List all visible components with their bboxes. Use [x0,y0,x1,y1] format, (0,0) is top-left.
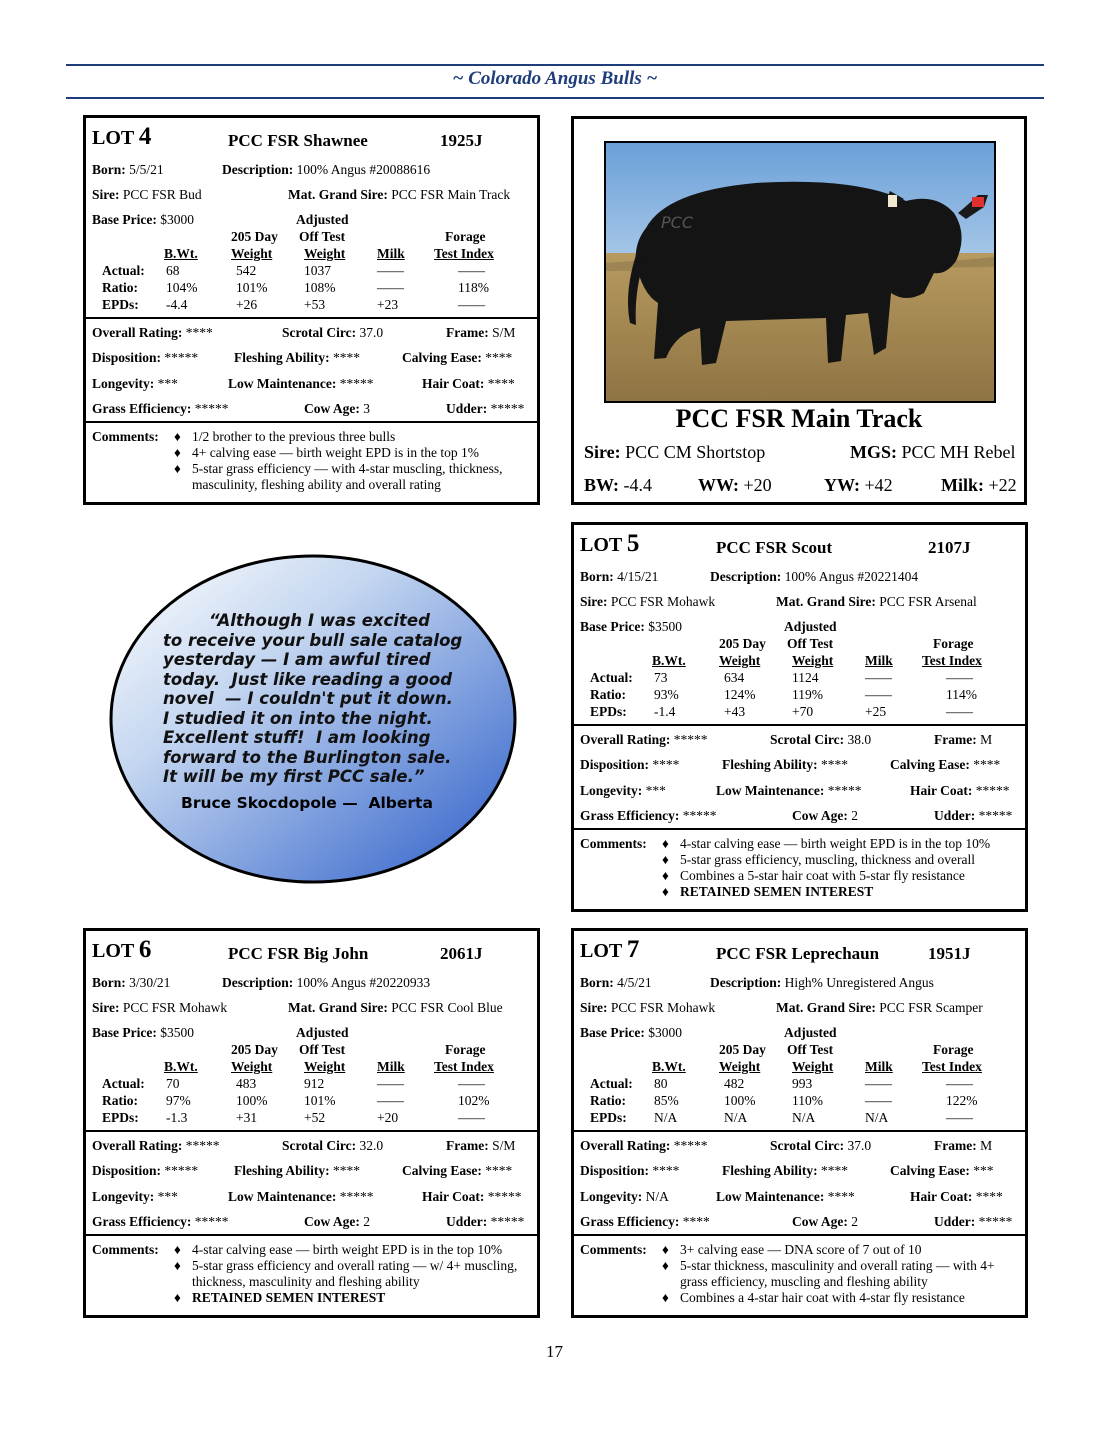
born-line: Born: 4/15/21 [580,569,659,584]
ratio-row-label: Ratio: [102,1093,138,1108]
comment-text: 4+ calving ease — birth weight EPD is in the top 1% [192,445,479,460]
ratio-cell: —— [377,1093,404,1108]
ratio-row-label: Ratio: [590,1093,626,1108]
col-weight: Weight [231,1059,273,1074]
sire-line: Sire: PCC FSR Mohawk [580,1000,716,1015]
actual-cell: 993 [792,1076,813,1091]
epds-cell: —— [458,1110,485,1125]
featured-mgs-line [850,442,1016,463]
epds-row-label: EPDs: [102,1110,139,1125]
comment-text: 5-star thickness, masculinity and overall rating — with 4+ grass efficiency, muscling and fleshing ability [680,1258,995,1289]
comments-list [662,1242,1019,1306]
description-line: Description: 100% Angus #20221404 [710,569,919,584]
mgs-line: Mat. Grand Sire: PCC FSR Cool Blue [288,1000,503,1015]
col-adjusted: Adjusted [784,619,837,634]
epds-cell: +26 [236,297,258,312]
col-milk: Milk [865,1059,893,1074]
lot-label: LOT 5 [580,530,640,557]
col-forage: Forage [445,1042,486,1057]
frame: Frame: M [934,1138,993,1153]
featured-sire-card [571,116,1027,505]
col-205day: 205 Day [231,229,278,244]
comment-item [662,1290,1019,1306]
epds-cell: +43 [724,704,746,719]
actual-cell: —— [458,1076,485,1091]
mgs-line: Mat. Grand Sire: PCC FSR Arsenal [776,594,977,609]
fleshing-ability: Fleshing Ability: **** [234,350,361,365]
grass-efficiency: Grass Efficiency: ***** [92,1214,229,1229]
epds-cell: +53 [304,297,326,312]
epds-cell: +25 [865,704,887,719]
milk-value: +22 [988,475,1017,495]
col-offtest: Off Test [787,636,834,651]
ratio-row-label: Ratio: [590,687,626,702]
col-weight-offtest: Weight [304,246,346,261]
actual-row-label: Actual: [102,263,145,278]
bullet-icon: ♦ [174,445,181,460]
actual-cell: 483 [236,1076,257,1091]
disposition: Disposition: ***** [92,350,199,365]
yw-value: +42 [864,475,893,495]
lot-bull-name: PCC FSR Shawnee [228,131,368,150]
epds-cell: +52 [304,1110,326,1125]
comment-text: RETAINED SEMEN INTEREST [192,1290,386,1305]
ratio-cell: 101% [304,1093,336,1108]
ratio-cell: 102% [458,1093,490,1108]
low-maintenance: Low Maintenance: **** [716,1189,855,1204]
ratio-cell: —— [865,1093,892,1108]
actual-cell: 1124 [792,670,819,685]
ratio-cell: —— [377,280,404,295]
ww-value: +20 [743,475,772,495]
epds-cell: —— [946,704,973,719]
comment-text: 5-star grass efficiency, muscling, thickness and overall [680,852,976,867]
actual-cell: —— [946,1076,973,1091]
lot-label: LOT 4 [92,123,152,150]
longevity: Longevity: *** [580,783,666,798]
scrotal-circ: Scrotal Circ: 37.0 [282,325,384,340]
comments-label: Comments: [580,836,647,851]
comment-text: 5-star grass efficiency and overall rating — w/ 4+ muscling, thickness, masculinity and fleshing ability [192,1258,518,1289]
comment-item [174,445,531,461]
sire-label: Sire: [584,442,621,462]
col-weight: Weight [231,246,273,261]
actual-row-label: Actual: [590,1076,633,1091]
col-forage: Forage [445,229,486,244]
lot-label: LOT 6 [92,936,152,963]
actual-cell: —— [458,263,485,278]
mgs-value: PCC MH Rebel [901,442,1016,462]
ratio-cell: 93% [654,687,679,702]
actual-cell: —— [865,670,892,685]
col-adjusted: Adjusted [296,1025,349,1040]
bullet-icon: ♦ [662,1258,669,1273]
comments-list [174,1242,531,1306]
epds-cell: -4.4 [166,297,188,312]
fleshing-ability: Fleshing Ability: **** [234,1163,361,1178]
col-test-index: Test Index [434,1059,494,1074]
actual-cell: 482 [724,1076,745,1091]
born-line: Born: 5/5/21 [92,162,164,177]
col-weight-offtest: Weight [304,1059,346,1074]
longevity: Longevity: *** [92,376,178,391]
grass-efficiency: Grass Efficiency: **** [580,1214,710,1229]
col-forage: Forage [933,636,974,651]
col-weight: Weight [719,1059,761,1074]
ratio-cell: 97% [166,1093,191,1108]
comment-item [662,868,1019,884]
bullet-icon: ♦ [174,429,181,444]
bullet-icon: ♦ [174,1242,181,1257]
featured-milk [941,475,1017,496]
low-maintenance: Low Maintenance: ***** [228,376,374,391]
calving-ease: Calving Ease: **** [402,350,513,365]
ratio-cell: 119% [792,687,823,702]
mgs-label: MGS: [850,442,897,462]
hair-coat: Hair Coat: **** [910,1189,1003,1204]
actual-cell: 68 [166,263,180,278]
comment-text: 1/2 brother to the previous three bulls [192,429,396,444]
actual-cell: —— [377,263,404,278]
lot-7-card [571,928,1028,1318]
col-test-index: Test Index [922,1059,982,1074]
frame: Frame: S/M [446,325,516,340]
lot-bull-name: PCC FSR Big John [228,944,369,963]
hair-coat: Hair Coat: ***** [422,1189,522,1204]
actual-cell: 542 [236,263,257,278]
lot-bull-name: PCC FSR Scout [716,538,833,557]
bullet-icon: ♦ [174,1290,181,1305]
overall-rating: Overall Rating: ***** [92,1138,220,1153]
actual-cell: —— [946,670,973,685]
bullet-icon: ♦ [662,868,669,883]
actual-cell: 70 [166,1076,180,1091]
actual-cell: 80 [654,1076,668,1091]
featured-sire-line [584,442,765,463]
col-205day: 205 Day [719,1042,766,1057]
actual-cell: —— [377,1076,404,1091]
col-test-index: Test Index [434,246,494,261]
epds-cell: +31 [236,1110,258,1125]
sire-line: Sire: PCC FSR Mohawk [580,594,716,609]
epds-cell: N/A [724,1110,748,1125]
overall-rating: Overall Rating: ***** [580,732,708,747]
col-bwt: B.Wt. [164,246,198,261]
col-bwt: B.Wt. [652,1059,686,1074]
ratio-cell: —— [865,687,892,702]
ratio-row-label: Ratio: [102,280,138,295]
cow-age: Cow Age: 2 [792,808,858,823]
ratio-cell: 101% [236,280,268,295]
bullet-icon: ♦ [174,461,181,476]
comment-text: 5-star grass efficiency — with 4-star muscling, thickness, masculinity, fleshing ability and overall rating [192,461,503,492]
bullet-icon: ♦ [662,884,669,899]
comment-item [174,1258,531,1290]
comment-item [662,852,1019,868]
header-top-rule [66,64,1044,66]
epds-row-label: EPDs: [102,297,139,312]
ratio-cell: 104% [166,280,198,295]
col-test-index: Test Index [922,653,982,668]
ratio-cell: 118% [458,280,489,295]
bullet-icon: ♦ [662,852,669,867]
epds-row-label: EPDs: [590,1110,627,1125]
sire-value: PCC CM Shortstop [625,442,766,462]
description-line: Description: 100% Angus #20088616 [222,162,431,177]
overall-rating: Overall Rating: **** [92,325,213,340]
low-maintenance: Low Maintenance: ***** [716,783,862,798]
lot-header [580,936,1020,964]
epds-cell: +23 [377,297,399,312]
col-milk: Milk [377,246,405,261]
comments-label: Comments: [92,1242,159,1257]
hair-coat: Hair Coat: **** [422,376,515,391]
col-milk: Milk [377,1059,405,1074]
bullet-icon: ♦ [662,1242,669,1257]
bull-photo [604,141,996,403]
epds-cell: -1.4 [654,704,676,719]
ratio-cell: 124% [724,687,756,702]
testimonial-author: Bruce Skocdopole — Alberta [181,794,433,812]
calving-ease: Calving Ease: **** [402,1163,513,1178]
col-offtest: Off Test [299,229,346,244]
low-maintenance: Low Maintenance: ***** [228,1189,374,1204]
comments-list [662,836,1019,900]
ratio-cell: 100% [236,1093,268,1108]
grass-efficiency: Grass Efficiency: ***** [92,401,229,416]
grass-efficiency: Grass Efficiency: ***** [580,808,717,823]
col-offtest: Off Test [787,1042,834,1057]
comments-label: Comments: [580,1242,647,1257]
epds-cell: +70 [792,704,814,719]
sire-line: Sire: PCC FSR Bud [92,187,202,202]
col-205day: 205 Day [719,636,766,651]
comments-label: Comments: [92,429,159,444]
lot-bull-id: 1925J [440,131,483,150]
comment-text: 4-star calving ease — birth weight EPD is in the top 10% [192,1242,503,1257]
epds-cell: N/A [865,1110,889,1125]
ratio-cell: 114% [946,687,977,702]
featured-ww [698,475,772,496]
page-header-title: ~ Colorado Angus Bulls ~ [452,68,658,89]
epds-cell: N/A [792,1110,816,1125]
col-bwt: B.Wt. [164,1059,198,1074]
col-adjusted: Adjusted [784,1025,837,1040]
hair-coat: Hair Coat: ***** [910,783,1010,798]
col-adjusted: Adjusted [296,212,349,227]
bullet-icon: ♦ [662,1290,669,1305]
lot-header [92,123,532,151]
born-line: Born: 4/5/21 [580,975,652,990]
longevity: Longevity: N/A [580,1189,669,1204]
header-bottom-rule [66,97,1044,99]
epds-row-label: EPDs: [590,704,627,719]
actual-cell: 73 [654,670,668,685]
comment-item [174,429,531,445]
yw-label: YW: [824,475,860,495]
bullet-icon: ♦ [174,1258,181,1273]
lot-header [92,936,532,964]
udder: Udder: ***** [446,401,525,416]
udder: Udder: ***** [934,808,1013,823]
ratio-cell: 110% [792,1093,823,1108]
disposition: Disposition: **** [580,757,680,772]
lot-bull-id: 1951J [928,944,971,963]
col-weight-offtest: Weight [792,1059,834,1074]
comment-text: Combines a 4-star hair coat with 4-star fly resistance [680,1290,965,1305]
comment-item [174,1290,531,1306]
actual-cell: 912 [304,1076,325,1091]
lot-bull-id: 2107J [928,538,971,557]
base-price-line: Base Price: $3500 [92,1025,194,1040]
col-weight-offtest: Weight [792,653,834,668]
comment-item [662,884,1019,900]
disposition: Disposition: ***** [92,1163,199,1178]
ratio-cell: 100% [724,1093,756,1108]
calving-ease: Calving Ease: **** [890,757,1001,772]
base-price-line: Base Price: $3000 [92,212,194,227]
comment-text: 3+ calving ease — DNA score of 7 out of 10 [680,1242,922,1257]
cow-age: Cow Age: 3 [304,401,370,416]
col-milk: Milk [865,653,893,668]
fleshing-ability: Fleshing Ability: **** [722,1163,849,1178]
epds-cell: -1.3 [166,1110,188,1125]
featured-bw [584,475,652,496]
col-weight: Weight [719,653,761,668]
description-line: Description: High% Unregistered Angus [710,975,934,990]
actual-cell: 1037 [304,263,331,278]
frame: Frame: S/M [446,1138,516,1153]
born-line: Born: 3/30/21 [92,975,171,990]
disposition: Disposition: **** [580,1163,680,1178]
base-price-line: Base Price: $3000 [580,1025,682,1040]
comment-text: Combines a 5-star hair coat with 5-star fly resistance [680,868,965,883]
col-205day: 205 Day [231,1042,278,1057]
lot-5-card [571,522,1028,912]
comment-text: 4-star calving ease — birth weight EPD is in the top 10% [680,836,991,851]
ratio-cell: 122% [946,1093,978,1108]
comment-item [174,461,531,493]
comment-item [662,1242,1019,1258]
bullet-icon: ♦ [662,836,669,851]
description-line: Description: 100% Angus #20220933 [222,975,431,990]
page-number: 17 [546,1342,563,1361]
mgs-line: Mat. Grand Sire: PCC FSR Main Track [288,187,511,202]
featured-sire-name: PCC FSR Main Track [675,404,923,433]
sire-line: Sire: PCC FSR Mohawk [92,1000,228,1015]
cow-age: Cow Age: 2 [792,1214,858,1229]
comments-list [174,429,531,493]
lot-bull-id: 2061J [440,944,483,963]
epds-cell: —— [458,297,485,312]
col-offtest: Off Test [299,1042,346,1057]
base-price-line: Base Price: $3500 [580,619,682,634]
udder: Udder: ***** [934,1214,1013,1229]
longevity: Longevity: *** [92,1189,178,1204]
frame: Frame: M [934,732,993,747]
mgs-line: Mat. Grand Sire: PCC FSR Scamper [776,1000,983,1015]
svg-text:PCC: PCC [661,213,693,232]
milk-label: Milk: [941,475,984,495]
ratio-cell: 85% [654,1093,679,1108]
testimonial-oval [108,553,518,885]
scrotal-circ: Scrotal Circ: 38.0 [770,732,872,747]
ww-label: WW: [698,475,740,495]
col-bwt: B.Wt. [652,653,686,668]
ratio-cell: 108% [304,280,336,295]
col-forage: Forage [933,1042,974,1057]
actual-cell: —— [865,1076,892,1091]
featured-yw [824,475,893,496]
cow-age: Cow Age: 2 [304,1214,370,1229]
calving-ease: Calving Ease: *** [890,1163,994,1178]
bw-value: -4.4 [623,475,653,495]
lot-bull-name: PCC FSR Leprechaun [716,944,880,963]
scrotal-circ: Scrotal Circ: 32.0 [282,1138,384,1153]
actual-row-label: Actual: [590,670,633,685]
actual-cell: 634 [724,670,745,685]
comment-item [174,1242,531,1258]
bw-label: BW: [584,475,620,495]
epds-cell: +20 [377,1110,399,1125]
actual-row-label: Actual: [102,1076,145,1091]
lot-6-card [83,928,540,1318]
testimonial-quote: “Although I was excited to receive your bull sale catalog yesterday — I am awful tired today. Just like reading a good novel — I couldn't put it down. I studied it on into the night. Excellent stuff! I am looking forward to the Burlington sale. It will be my first PCC sale.” [163,611,463,786]
bull-illustration [606,143,994,401]
lot-4-card [83,115,540,505]
fleshing-ability: Fleshing Ability: **** [722,757,849,772]
comment-text: RETAINED SEMEN INTEREST [680,884,874,899]
epds-cell: N/A [654,1110,678,1125]
comment-item [662,836,1019,852]
overall-rating: Overall Rating: ***** [580,1138,708,1153]
udder: Udder: ***** [446,1214,525,1229]
comment-item [662,1258,1019,1290]
lot-header [580,530,1020,558]
epds-cell: —— [946,1110,973,1125]
lot-label: LOT 7 [580,936,640,963]
scrotal-circ: Scrotal Circ: 37.0 [770,1138,872,1153]
